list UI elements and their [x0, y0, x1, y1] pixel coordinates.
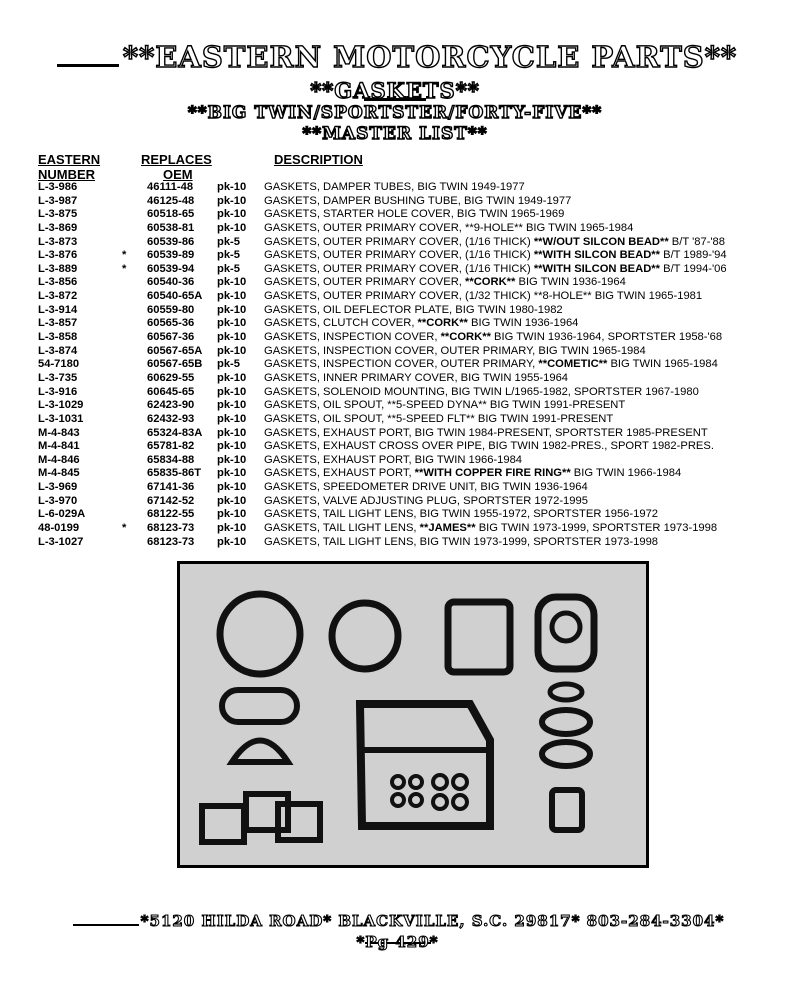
description-text: GASKETS, OUTER PRIMARY COVER, (1/16 THICK): [264, 262, 534, 275]
pack-quantity: pk-5: [217, 358, 241, 371]
description-text: GASKETS, OUTER PRIMARY COVER, **9-HOLE** BIG TWIN 1965-1984: [264, 221, 634, 234]
oem-number: 60540-65A: [147, 290, 203, 303]
o-ring: [410, 794, 422, 806]
part-row: [38, 467, 778, 481]
oem-number: 60540-36: [147, 276, 195, 289]
part-row: [38, 386, 778, 400]
column-header-eastern: EASTERN: [38, 152, 101, 167]
exhaust-port-gasket: [550, 684, 582, 700]
description-text: GASKETS, OIL DEFLECTOR PLATE, BIG TWIN 1980-1982: [264, 303, 563, 316]
pack-quantity: pk-5: [217, 249, 241, 262]
part-row: [38, 331, 778, 345]
oem-number: 65781-82: [147, 440, 195, 453]
description-highlight: **CORK**: [465, 276, 516, 289]
description-text: BIG TWIN 1965-1984: [607, 358, 718, 371]
part-description: [264, 195, 571, 209]
part-number: L-3-1031: [38, 412, 84, 425]
description-text: GASKETS, INNER PRIMARY COVER, BIG TWIN 1955-1964: [264, 371, 569, 384]
models-title: **BIG TWIN/SPORTSTER/FORTY-FIVE**: [187, 103, 603, 123]
part-number: M-4-846: [38, 453, 80, 466]
part-row: [38, 195, 778, 209]
part-row: [38, 236, 778, 250]
part-number: L-3-735: [38, 371, 78, 384]
oem-number: 65834-88: [147, 453, 195, 466]
oem-number: 62432-93: [147, 412, 195, 425]
title-rule-left: [57, 40, 119, 67]
new-item-marker: *: [122, 262, 127, 275]
part-number: L-3-872: [38, 290, 78, 303]
part-number: M-4-843: [38, 426, 80, 439]
part-number: 48-0199: [38, 522, 80, 535]
oem-number: 67141-36: [147, 481, 195, 494]
oem-number: 68123-73: [147, 535, 195, 548]
o-ring: [410, 776, 422, 788]
part-description: [264, 536, 658, 550]
part-description: [264, 440, 714, 454]
part-description: [264, 304, 563, 318]
pack-quantity: pk-10: [217, 481, 247, 494]
part-description: [264, 181, 525, 195]
part-row: [38, 440, 778, 454]
new-item-marker: *: [122, 522, 127, 535]
description-text: GASKETS, INSPECTION COVER, OUTER PRIMARY,: [264, 358, 539, 371]
part-description: [264, 427, 708, 441]
part-row: [38, 358, 778, 372]
pack-quantity: pk-10: [217, 276, 247, 289]
description-text: GASKETS, OUTER PRIMARY COVER, (1/16 THICK): [264, 235, 534, 248]
description-text: GASKETS, CLUTCH COVER,: [264, 317, 418, 330]
part-number: L-3-875: [38, 208, 78, 221]
part-description: [264, 276, 626, 290]
description-text: GASKETS, TAIL LIGHT LENS,: [264, 522, 420, 535]
part-description: [264, 331, 722, 345]
part-description: [264, 372, 568, 386]
pack-quantity: pk-10: [217, 221, 247, 234]
part-number: L-3-970: [38, 494, 78, 507]
o-ring: [453, 795, 467, 809]
oem-number: 60538-81: [147, 221, 195, 234]
description-text: B/T '87-'88: [668, 235, 726, 248]
part-description: [264, 467, 681, 481]
description-text: GASKETS, DAMPER TUBES, BIG TWIN 1949-1977: [264, 181, 525, 193]
part-description: [264, 208, 564, 222]
gasket-illustration: [180, 564, 646, 865]
part-row: [38, 495, 778, 509]
oem-number: 65835-86T: [147, 467, 202, 480]
pack-quantity: pk-10: [217, 412, 247, 425]
part-row: [38, 208, 778, 222]
part-number: L-3-1027: [38, 535, 84, 548]
cover-gasket-ring: [552, 613, 580, 641]
exhaust-port-gasket: [542, 742, 590, 766]
description-text: GASKETS, OIL SPOUT, **5-SPEED DYNA** BIG TWIN 1991-PRESENT: [264, 399, 626, 412]
description-text: BIG TWIN 1973-1999, SPORTSTER 1973-1998: [475, 522, 718, 535]
pack-quantity: pk-10: [217, 344, 247, 357]
gasket-photo: [177, 561, 649, 868]
part-number: L-3-969: [38, 481, 78, 494]
part-description: [264, 249, 727, 263]
part-description: [264, 413, 613, 427]
cylinder-head-gasket-left: [220, 594, 300, 674]
part-row: [38, 317, 778, 331]
description-text: GASKETS, OIL SPOUT, **5-SPEED FLT** BIG TWIN 1991-PRESENT: [264, 412, 614, 425]
part-number: L-3-874: [38, 344, 78, 357]
pack-quantity: pk-10: [217, 385, 247, 398]
part-row: [38, 508, 778, 522]
pack-quantity: pk-10: [217, 467, 247, 480]
part-description: [264, 481, 588, 495]
description-text: B/T 1994-'06: [660, 262, 727, 275]
o-ring: [453, 775, 467, 789]
part-number: L-3-987: [38, 194, 78, 207]
cam-cover-gasket: [232, 741, 288, 763]
part-row: [38, 372, 778, 386]
description-text: GASKETS, INSPECTION COVER, OUTER PRIMARY, BIG TWIN 1965-1984: [264, 344, 646, 357]
part-number: L-3-1029: [38, 399, 84, 412]
part-number: L-3-914: [38, 303, 78, 316]
part-number: L-3-889: [38, 262, 78, 275]
footer-rule-left: [73, 912, 139, 926]
column-header-oem: OEM: [163, 167, 193, 182]
oem-number: 67142-52: [147, 494, 195, 507]
pack-quantity: pk-10: [217, 194, 247, 207]
description-highlight: **CORK**: [440, 331, 491, 344]
part-row: [38, 522, 778, 536]
column-header-number: NUMBER: [38, 167, 96, 182]
part-row: [38, 304, 778, 318]
pack-quantity: pk-10: [217, 494, 247, 507]
oem-number: 60539-94: [147, 262, 195, 275]
part-description: [264, 290, 702, 304]
description-text: GASKETS, EXHAUST CROSS OVER PIPE, BIG TWIN 1982-PRES., SPORT 1982-PRES.: [264, 440, 714, 453]
parts-list: [38, 181, 778, 549]
part-description: [264, 317, 578, 331]
column-header-description: DESCRIPTION: [274, 152, 363, 167]
part-row: [38, 263, 778, 277]
oem-number: 46111-48: [147, 181, 194, 193]
part-description: [264, 386, 699, 400]
oem-number: 60629-55: [147, 371, 195, 384]
description-highlight: **WITH SILCON BEAD**: [533, 262, 660, 275]
part-row: [38, 290, 778, 304]
part-number: L-3-873: [38, 235, 78, 248]
description-highlight: **CORK**: [417, 317, 468, 330]
pack-quantity: pk-10: [217, 317, 247, 330]
part-description: [264, 236, 725, 250]
cylinder-base-gasket: [448, 602, 510, 672]
pack-quantity: pk-10: [217, 303, 247, 316]
description-text: BIG TWIN 1966-1984: [570, 467, 682, 480]
description-text: B/T 1989-'94: [660, 249, 727, 262]
category-title: **GASKETS**: [310, 78, 480, 103]
part-description: [264, 358, 718, 372]
description-text: GASKETS, EXHAUST PORT,: [264, 467, 415, 480]
part-number: L-3-986: [38, 181, 78, 193]
tappet-block-gasket: [246, 794, 288, 830]
part-row: [38, 454, 778, 468]
description-text: GASKETS, DAMPER BUSHING TUBE, BIG TWIN 1949-1977: [264, 194, 572, 207]
part-description: [264, 222, 633, 236]
oem-number: 60567-65A: [147, 344, 203, 357]
part-number: L-3-856: [38, 276, 78, 289]
part-number: L-3-916: [38, 385, 78, 398]
part-description: [264, 495, 588, 509]
new-item-marker: *: [122, 249, 127, 262]
pack-quantity: pk-10: [217, 426, 247, 439]
part-row: [38, 413, 778, 427]
oem-number: 60559-80: [147, 303, 195, 316]
description-text: GASKETS, OUTER PRIMARY COVER,: [264, 276, 466, 289]
valve-plug-gasket: [552, 790, 582, 830]
part-description: [264, 508, 658, 522]
part-description: [264, 263, 727, 277]
description-text: BIG TWIN 1936-1964, SPORTSTER 1958-'68: [490, 331, 723, 344]
part-row: [38, 427, 778, 441]
part-row: [38, 536, 778, 550]
oem-number: 60645-65: [147, 385, 195, 398]
part-number: L-3-858: [38, 331, 78, 344]
o-ring: [433, 795, 447, 809]
description-text: GASKETS, INSPECTION COVER,: [264, 331, 441, 344]
part-row: [38, 181, 778, 195]
description-highlight: **WITH SILCON BEAD**: [533, 249, 660, 262]
pack-quantity: pk-10: [217, 371, 247, 384]
part-number: L-3-876: [38, 249, 78, 262]
part-row: [38, 222, 778, 236]
description-highlight: **WITH COPPER FIRE RING**: [414, 467, 571, 480]
transmission-gasket-outer: [360, 704, 490, 826]
description-text: GASKETS, SPEEDOMETER DRIVE UNIT, BIG TWIN 1936-1964: [264, 481, 588, 494]
description-text: GASKETS, SOLENOID MOUNTING, BIG TWIN L/1965-1982, SPORTSTER 1967-1980: [264, 385, 699, 398]
part-row: [38, 276, 778, 290]
exhaust-port-gasket: [542, 710, 590, 734]
oem-number: 60567-65B: [147, 358, 203, 371]
oem-number: 46125-48: [147, 194, 195, 207]
part-row: [38, 249, 778, 263]
part-number: M-4-845: [38, 467, 80, 480]
oem-number: 62423-90: [147, 399, 195, 412]
description-text: GASKETS, TAIL LIGHT LENS, BIG TWIN 1955-1972, SPORTSTER 1956-1972: [264, 508, 659, 521]
part-row: [38, 399, 778, 413]
description-highlight: **COMETIC**: [538, 358, 608, 371]
oem-number: 60518-65: [147, 208, 195, 221]
cover-gasket: [538, 597, 594, 669]
oem-number: 60567-36: [147, 331, 195, 344]
part-number: M-4-841: [38, 440, 80, 453]
description-text: GASKETS, OUTER PRIMARY COVER, (1/16 THICK): [264, 249, 534, 262]
pack-quantity: pk-10: [217, 440, 247, 453]
inspection-cover-gasket: [222, 690, 297, 722]
o-ring: [433, 775, 447, 789]
oem-number: 60565-36: [147, 317, 195, 330]
part-description: [264, 454, 522, 468]
part-number: 54-7180: [38, 358, 80, 371]
description-text: GASKETS, EXHAUST PORT, BIG TWIN 1966-1984: [264, 453, 523, 466]
part-number: L-6-029A: [38, 508, 86, 521]
pack-quantity: pk-10: [217, 181, 247, 193]
part-row: [38, 345, 778, 359]
pack-quantity: pk-10: [217, 508, 247, 521]
description-text: GASKETS, TAIL LIGHT LENS, BIG TWIN 1973-1999, SPORTSTER 1973-1998: [264, 535, 659, 548]
oem-number: 68123-73: [147, 522, 195, 535]
description-highlight: **JAMES**: [419, 522, 476, 535]
tappet-block-gasket: [278, 804, 320, 840]
description-text: GASKETS, EXHAUST PORT, BIG TWIN 1984-PRESENT, SPORTSTER 1985-PRESENT: [264, 426, 708, 439]
pack-quantity: pk-10: [217, 535, 247, 548]
part-description: [264, 522, 717, 536]
pack-quantity: pk-10: [217, 453, 247, 466]
tappet-block-gasket: [202, 806, 244, 842]
description-text: GASKETS, OUTER PRIMARY COVER, (1/32 THICK) **8-HOLE** BIG TWIN 1965-1981: [264, 290, 703, 303]
oem-number: 60539-89: [147, 249, 195, 262]
o-ring: [392, 794, 404, 806]
part-description: [264, 399, 625, 413]
pack-quantity: pk-10: [217, 208, 247, 221]
pack-quantity: pk-5: [217, 262, 241, 275]
part-row: [38, 481, 778, 495]
cylinder-head-gasket-right: [332, 603, 398, 669]
description-text: GASKETS, VALVE ADJUSTING PLUG, SPORTSTER 1972-1995: [264, 494, 588, 507]
pack-quantity: pk-10: [217, 331, 247, 344]
o-ring: [392, 776, 404, 788]
part-number: L-3-869: [38, 221, 78, 234]
oem-number: 68122-55: [147, 508, 195, 521]
pack-quantity: pk-10: [217, 290, 247, 303]
description-highlight: **W/OUT SILCON BEAD**: [533, 235, 669, 248]
oem-number: 60539-86: [147, 235, 195, 248]
part-number: L-3-857: [38, 317, 78, 330]
description-text: GASKETS, STARTER HOLE COVER, BIG TWIN 1965-1969: [264, 208, 565, 221]
description-text: BIG TWIN 1936-1964: [467, 317, 579, 330]
oem-number: 65324-83A: [147, 426, 203, 439]
page-number: *Pg 429*: [356, 933, 439, 951]
description-text: BIG TWIN 1936-1964: [515, 276, 626, 289]
part-description: [264, 345, 646, 359]
pack-quantity: pk-10: [217, 399, 247, 412]
pack-quantity: pk-5: [217, 235, 241, 248]
footer-address: *5120 HILDA ROAD* BLACKVILLE, S.C. 29817* 803-284-3304*: [140, 912, 725, 930]
company-name: **EASTERN MOTORCYCLE PARTS**: [122, 40, 738, 74]
list-type-title: **MASTER LIST**: [302, 124, 488, 144]
column-header-replaces: REPLACES: [141, 152, 212, 167]
pack-quantity: pk-10: [217, 522, 247, 535]
